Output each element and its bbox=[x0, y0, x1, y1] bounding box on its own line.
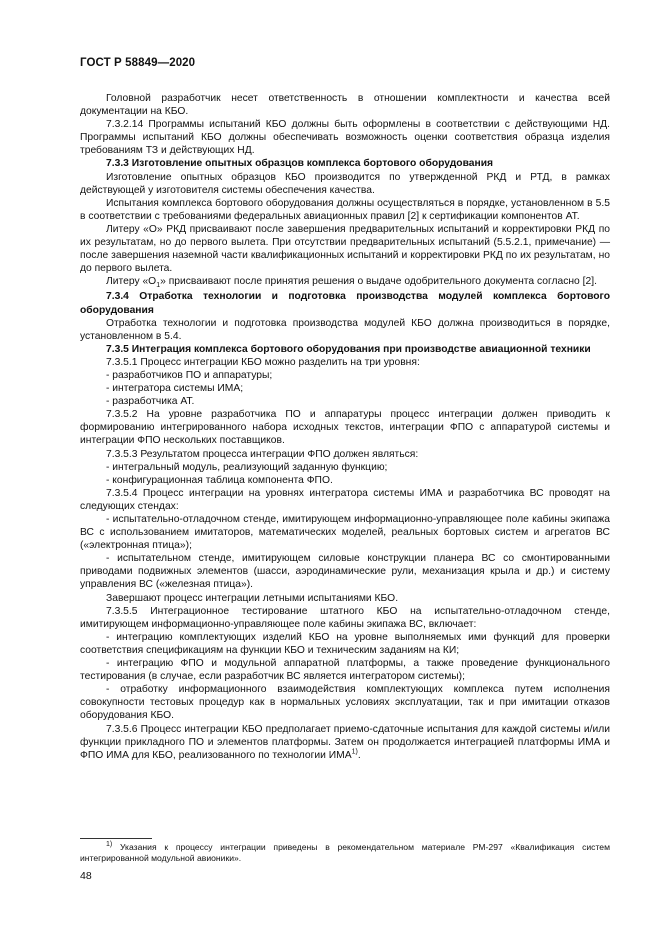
section-heading-7-3-5: 7.3.5 Интеграция комплекса бортового оборудования при производстве авиационной техники bbox=[106, 343, 591, 355]
list-item: - интегральный модуль, реализующий заданную функцию; bbox=[106, 461, 388, 473]
paragraph: Литеру «О» РКД присваивают после завершения предварительных испытаний и корректировки РКД по их результатам, но до первого вылета. При отсутствии предварительных испытаний (5.5.2.1, примечание) — после завершения наземной части квалификационных испытаний и корректировки РКД по их результатам, но до первого вылета. bbox=[80, 223, 610, 275]
paragraph: 7.3.5.4 Процесс интеграции на уровнях интегратора системы ИМА и разработчика ВС проводят на следующих стендах: bbox=[80, 487, 610, 512]
text-run: Литеру «О bbox=[106, 276, 157, 288]
footnote-text: Указания к процессу интеграции приведены в рекомендательном материале РМ-297 «Квалификация систем интегрированной модульной авионики». bbox=[80, 842, 610, 864]
paragraph bbox=[80, 723, 610, 762]
text-run: . bbox=[357, 749, 361, 761]
section-heading-7-3-3: 7.3.3 Изготовление опытных образцов комплекса бортового оборудования bbox=[106, 158, 494, 170]
footnote-separator bbox=[80, 838, 152, 839]
text-run: 7.3.5.6 Процесс интеграции КБО предполагает приемо-сдаточные испытания для каждой системы и/или функции прикладного ПО и элементов платформы. Затем он продолжается интеграцией платформы ИМА и ФПО ИМА для КБО, реализованного по технологии ИМА bbox=[80, 723, 610, 761]
section-heading-7-3-4: 7.3.4 Отработка технологии и подготовка производства модулей комплекса бортового оборудования bbox=[80, 291, 610, 316]
paragraph: 7.3.5.5 Интеграционное тестирование штатного КБО на испытательно-отладочном стенде, имитирующем информационно-управляющее поле кабины экипажа ВС, включает: bbox=[80, 605, 610, 630]
paragraph: Испытания комплекса бортового оборудования должны осуществляться в порядке, установленном в 5.5 в соответствии с требованиями федеральных авиационных правил [2] к сертификации компонентов АТ. bbox=[80, 197, 610, 222]
footnote-ref: 1) bbox=[351, 748, 358, 756]
paragraph: 7.3.2.14 Программы испытаний КБО должны быть оформлены в соответствии с действующими НД. Программы испытаний КБО должны обеспечивать возможность оценки соответствия образца изделия требованиям ТЗ и действующих НД. bbox=[80, 119, 610, 157]
subscript: 1 bbox=[156, 282, 161, 290]
list-item: - отработку информационного взаимодействия комплектующих комплекса путем исполнения совокупности тестовых процедур как в нормальных условиях эксплуатации, так и при имитации отказов оборудования КБО. bbox=[80, 684, 610, 722]
list-item: - разработчика АТ. bbox=[106, 396, 195, 408]
list-item: - испытательном стенде, имитирующем силовые конструкции планера ВС со смонтированными приводами подвижных элементов (шасси, аэродинамические рули, механизация крыла и др.) и систему управления ВС («железная птица»). bbox=[80, 553, 610, 591]
paragraph: Головной разработчик несет ответственность в отношении комплектности и качества всей документации на КБО. bbox=[80, 93, 610, 118]
list-item: - разработчиков ПО и аппаратуры; bbox=[106, 369, 273, 381]
paragraph: Завершают процесс интеграции летными испытаниями КБО. bbox=[106, 592, 399, 604]
page-number: 48 bbox=[80, 870, 92, 882]
paragraph: Изготовление опытных образцов КБО производится по утвержденной РКД и РТД, в рамках действующей у изготовителя системы обеспечения качества. bbox=[80, 171, 610, 196]
page-body bbox=[80, 92, 610, 762]
list-item: - интегратора системы ИМА; bbox=[106, 383, 244, 395]
paragraph: 7.3.5.2 На уровне разработчика ПО и аппаратуры процесс интеграции должен приводить к формированию интегрированного набора исходных текстов, интеграции ФПО с аппаратурой системы и интеграции ФПО нескольких поставщиков. bbox=[80, 409, 610, 447]
footnote bbox=[80, 842, 610, 864]
paragraph: 7.3.5.1 Процесс интеграции КБО можно разделить на три уровня: bbox=[106, 356, 420, 368]
list-item: - конфигурационная таблица компонента ФПО. bbox=[106, 474, 333, 486]
document-header: ГОСТ Р 58849—2020 bbox=[80, 57, 196, 69]
paragraph bbox=[80, 275, 610, 288]
list-item: - испытательно-отладочном стенде, имитирующем информационно-управляющее поле кабины экипажа ВС с использованием имитаторов, математических моделей, реальных бортовых систем и агрегатов ВС («электронная птица»); bbox=[80, 514, 610, 552]
list-item: - интеграцию ФПО и модульной аппаратной платформы, а также проведение функционального тестирования (в случае, если разработчик ВС является интегратором системы); bbox=[80, 658, 610, 683]
text-run: » присваивают после принятия решения о выдаче одобрительного документа согласно [2]. bbox=[160, 276, 597, 288]
footnote-mark: 1) bbox=[106, 841, 113, 849]
list-item: - интеграцию комплектующих изделий КБО на уровне выполняемых ими функций для проверки соответствия спецификациям на функции КБО и техническим заданиям на КИ; bbox=[80, 631, 610, 656]
paragraph: 7.3.5.3 Результатом процесса интеграции ФПО должен являться: bbox=[106, 448, 419, 460]
paragraph: Отработка технологии и подготовка производства модулей КБО должна производиться в порядке, установленном в 5.4. bbox=[80, 317, 610, 342]
